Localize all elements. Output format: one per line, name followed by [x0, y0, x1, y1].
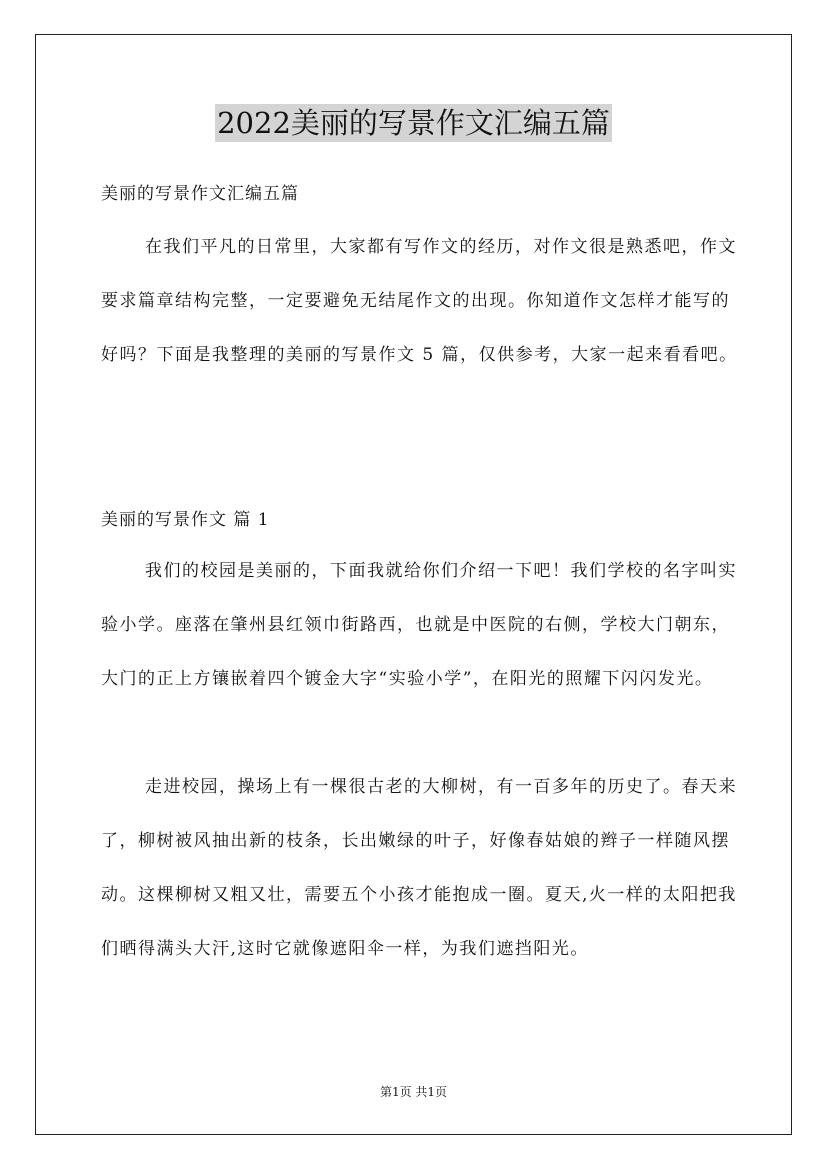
section-1-paragraph-2: 走进校园，操场上有一棵很古老的大柳树，有一百多年的历史了。春天来了，柳树被风抽出新的枝条，长出嫩绿的叶子，好像春姑娘的辫子一样随风摆动。这棵柳树又粗又壮，需要五个小孩才能抱成一圈。夏天,火一样的太阳把我们晒得满头大汗,这时它就像遮阳伞一样，为我们遮挡阳光。 — [101, 777, 737, 959]
title-wrapper — [0, 104, 827, 142]
section-1-heading: 美丽的写景作文 篇 1 — [101, 510, 270, 530]
document-subtitle: 美丽的写景作文汇编五篇 — [101, 184, 299, 204]
page-footer: 第1页 共1页 — [379, 1085, 448, 1099]
section-1-paragraph-1: 我们的校园是美丽的，下面我就给你们介绍一下吧！我们学校的名字叫实验小学。座落在肇州县红领巾街路西，也就是中医院的右侧，学校大门朝东，大门的正上方镶嵌着四个镀金大字“实验小学”，在阳光的照耀下闪闪发光。 — [101, 561, 737, 689]
intro-paragraph: 在我们平凡的日常里，大家都有写作文的经历，对作文很是熟悉吧，作文要求篇章结构完整，一定要避免无结尾作文的出现。你知道作文怎样才能写的好吗？下面是我整理的美丽的写景作文 5 篇，仅供参考，大家一起来看看吧。 — [101, 237, 738, 365]
document-title: 2022美丽的写景作文汇编五篇 — [217, 106, 610, 140]
